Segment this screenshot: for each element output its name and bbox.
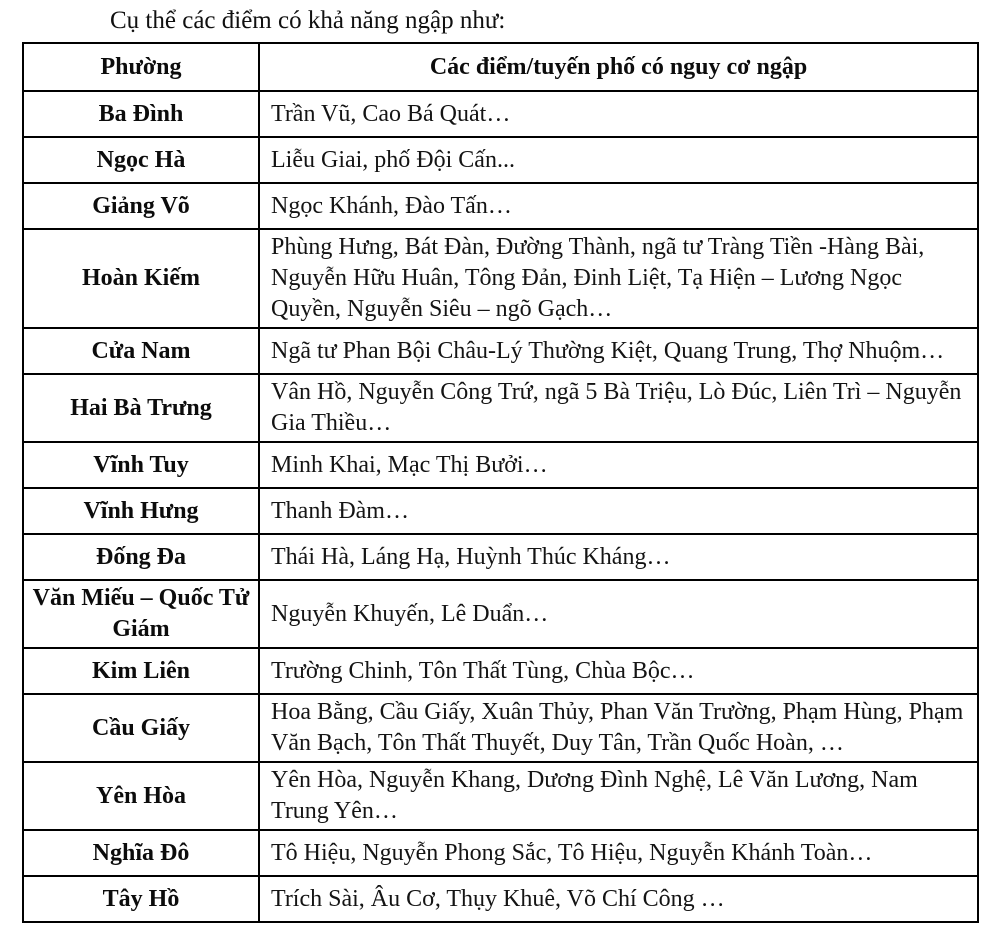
ward-cell: Tây Hồ [23,876,259,922]
table-row [23,694,978,762]
ward-cell: Hai Bà Trưng [23,374,259,442]
streets-cell: Tô Hiệu, Nguyễn Phong Sắc, Tô Hiệu, Nguyễn Khánh Toàn… [259,830,978,876]
table-header [23,43,978,91]
ward-cell: Ba Đình [23,91,259,137]
table-row [23,762,978,830]
table-row [23,91,978,137]
table-row [23,229,978,328]
ward-cell: Giảng Võ [23,183,259,229]
page-title: Cụ thể các điểm có khả năng ngập như: [110,7,506,34]
streets-cell: Trường Chinh, Tôn Thất Tùng, Chùa Bộc… [259,648,978,694]
table-row [23,488,978,534]
ward-cell: Văn Miếu – Quốc Tử Giám [23,580,259,648]
table-row [23,534,978,580]
ward-cell: Đống Đa [23,534,259,580]
streets-cell: Liễu Giai, phố Đội Cấn... [259,137,978,183]
table-row [23,580,978,648]
table-body [23,91,978,922]
table-row [23,876,978,922]
streets-cell: Phùng Hưng, Bát Đàn, Đường Thành, ngã tư Tràng Tiền -Hàng Bài, Nguyễn Hữu Huân, Tông Đản, Đinh Liệt, Tạ Hiện – Lương Ngọc Quyền, Nguyễn Siêu – ngõ Gạch… [259,229,978,328]
ward-cell: Hoàn Kiếm [23,229,259,328]
ward-cell: Yên Hòa [23,762,259,830]
flood-risk-table [22,42,979,923]
table-row [23,137,978,183]
streets-cell: Minh Khai, Mạc Thị Bưởi… [259,442,978,488]
ward-cell: Nghĩa Đô [23,830,259,876]
table-row [23,830,978,876]
streets-cell: Trích Sài, Âu Cơ, Thụy Khuê, Võ Chí Công … [259,876,978,922]
table-row [23,328,978,374]
table-row [23,648,978,694]
ward-cell: Ngọc Hà [23,137,259,183]
streets-cell: Nguyễn Khuyến, Lê Duẩn… [259,580,978,648]
streets-cell: Ngọc Khánh, Đào Tấn… [259,183,978,229]
streets-cell: Yên Hòa, Nguyễn Khang, Dương Đình Nghệ, Lê Văn Lương, Nam Trung Yên… [259,762,978,830]
ward-cell: Vĩnh Tuy [23,442,259,488]
ward-cell: Cầu Giấy [23,694,259,762]
streets-cell: Hoa Bằng, Cầu Giấy, Xuân Thủy, Phan Văn Trường, Phạm Hùng, Phạm Văn Bạch, Tôn Thất Thuyết, Duy Tân, Trần Quốc Hoàn, … [259,694,978,762]
table-row [23,442,978,488]
header-row [23,43,978,91]
table-row [23,374,978,442]
streets-cell: Vân Hồ, Nguyễn Công Trứ, ngã 5 Bà Triệu, Lò Đúc, Liên Trì – Nguyễn Gia Thiều… [259,374,978,442]
column-header-ward: Phường [23,43,259,91]
streets-cell: Thái Hà, Láng Hạ, Huỳnh Thúc Kháng… [259,534,978,580]
ward-cell: Kim Liên [23,648,259,694]
streets-cell: Thanh Đàm… [259,488,978,534]
table-row [23,183,978,229]
ward-cell: Cửa Nam [23,328,259,374]
column-header-streets: Các điểm/tuyến phố có nguy cơ ngập [259,43,978,91]
streets-cell: Trần Vũ, Cao Bá Quát… [259,91,978,137]
streets-cell: Ngã tư Phan Bội Châu-Lý Thường Kiệt, Quang Trung, Thợ Nhuộm… [259,328,978,374]
ward-cell: Vĩnh Hưng [23,488,259,534]
